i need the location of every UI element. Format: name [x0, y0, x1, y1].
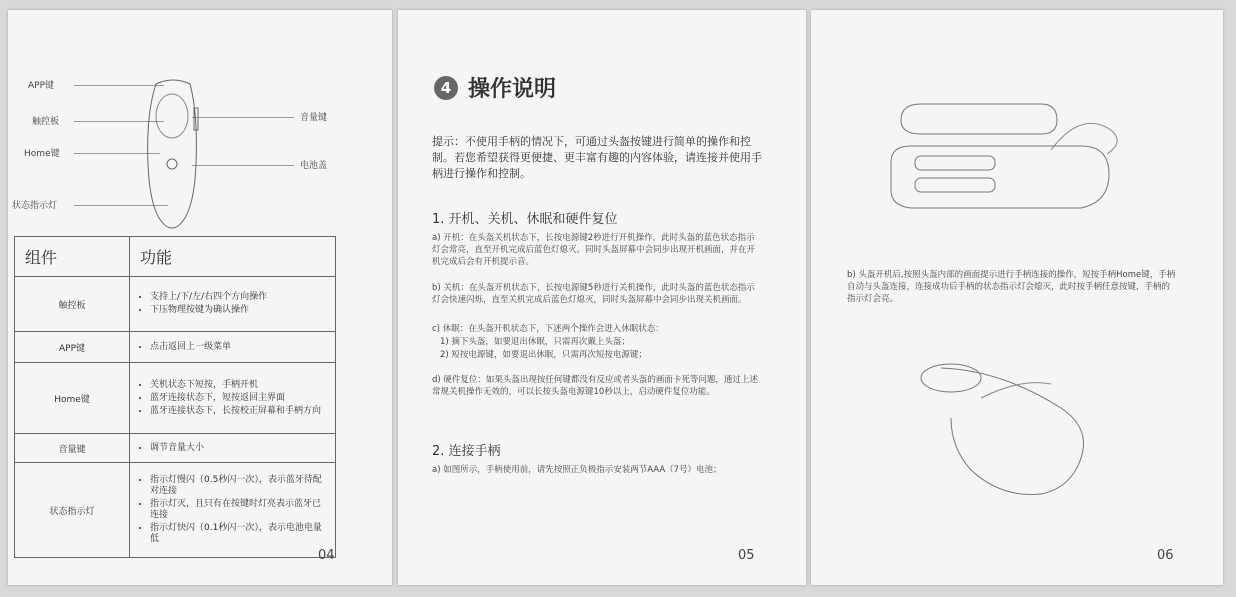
function-item: • 支持上/下/左/右四个方向操作: [150, 292, 327, 303]
component-name: APP键: [15, 332, 130, 363]
subsection-heading-1: 1. 开机、关机、休眠和硬件复位: [432, 212, 618, 227]
table-row: [15, 277, 336, 332]
table-header: 功能: [130, 237, 336, 277]
function-item: • 指示灯快闪（0.1秒闪一次），表示电池电量低: [150, 523, 327, 545]
component-name: Home键: [15, 363, 130, 434]
section-title: [434, 72, 556, 103]
paragraph-hardware-reset: d) 硬件复位：如果头盔出现按任何键都没有反应或者头盔的画面卡死等问题，通过上述常规关机操作无效的，可以长按头盔电源键10秒以上，启动硬件复位功能。: [432, 375, 758, 397]
manual-page-04: [8, 10, 392, 585]
function-item: • 调节音量大小: [150, 443, 327, 454]
label-touchpad: 触控板: [32, 117, 60, 127]
intro-paragraph: 提示：不使用手柄的情况下，可通过头盔按键进行简单的操作和控制。若您希望获得更便捷、更丰富有趣的内容体验，请连接并使用手柄进行操作和控制。: [432, 135, 762, 180]
page-number: 06: [1157, 548, 1174, 563]
component-name: 触控板: [15, 277, 130, 332]
paragraph-sleep-item: 1) 摘下头盔，如要退出休眠，只需再次戴上头盔；: [440, 337, 630, 347]
paragraph-power-off: b) 关机：在头盔开机状态下，长按电源键5秒进行关机操作，此时头盔的蓝色状态指示灯会快速闪烁，直至关机完成后蓝色灯熄灭，同时头盔屏幕中会同步出现关机画面。: [432, 283, 755, 305]
label-status-light: 状态指示灯: [12, 201, 58, 211]
function-item: • 点击返回上一级菜单: [150, 342, 327, 353]
paragraph-pairing: b) 头盔开机后,按照头盔内部的画面提示进行手柄连接的操作，短按手柄Home键，手柄自动与头盔连接，连接成功后手柄的状态指示灯会熄灭，此时按手柄任意按键，手柄的指示灯会亮。: [847, 270, 1176, 304]
section-title-text: 操作说明: [468, 77, 557, 102]
table-row: [15, 434, 336, 463]
label-app-key: APP键: [28, 81, 55, 91]
paragraph-battery-install: a) 如图所示，手柄使用前，请先按照正负极指示安装两节AAA（7号）电池；: [432, 465, 722, 475]
table-row: [15, 332, 336, 363]
label-volume-key: 音量键: [300, 113, 328, 123]
battery-install-illustration: [881, 90, 1141, 230]
table-header: 组件: [15, 237, 130, 277]
label-home-key: Home键: [24, 149, 60, 159]
page-number: 05: [738, 548, 755, 563]
paragraph-sleep-item: 2) 短按电源键，如要退出休眠，只需再次短按电源键；: [440, 350, 647, 360]
function-item: • 蓝牙连接状态下，短按返回主界面: [150, 393, 327, 404]
table-row: [15, 463, 336, 558]
function-item: • 蓝牙连接状态下，长按校正屏幕和手柄方向: [150, 406, 327, 417]
function-item: • 下压物理按键为确认操作: [150, 305, 327, 316]
label-battery-cover: 电池盖: [300, 161, 328, 171]
manual-page-05: [398, 10, 806, 585]
paragraph-power-on: a) 开机：在头盔关机状态下，长按电源键2秒进行开机操作，此时头盔的蓝色状态指示灯会常亮，直至开机完成后蓝色灯熄灭。同时头盔屏幕中会同步出现开机画面，并在开机完成后会有开机提示音。: [432, 233, 756, 267]
controller-diagram: [138, 74, 208, 234]
table-row: [15, 363, 336, 434]
function-item: • 指示灯灭，且只有在按键时灯亮表示蓝牙已连接: [150, 499, 327, 521]
paragraph-sleep: c) 休眠：在头盔开机状态下，下述两个操作会进入休眠状态：: [432, 324, 664, 334]
component-name: 状态指示灯: [15, 463, 130, 558]
function-item: • 指示灯慢闪（0.5秒闪一次），表示蓝牙待配对连接: [150, 475, 327, 497]
manual-page-06: [811, 10, 1223, 585]
function-item: • 关机状态下短按，手柄开机: [150, 380, 327, 391]
section-number-badge: 4: [434, 76, 458, 100]
component-table: [14, 236, 336, 558]
page-number: 04: [318, 548, 335, 563]
hand-holding-controller-illustration: [881, 348, 1141, 508]
subsection-heading-2: 2. 连接手柄: [432, 444, 501, 459]
component-name: 音量键: [15, 434, 130, 463]
